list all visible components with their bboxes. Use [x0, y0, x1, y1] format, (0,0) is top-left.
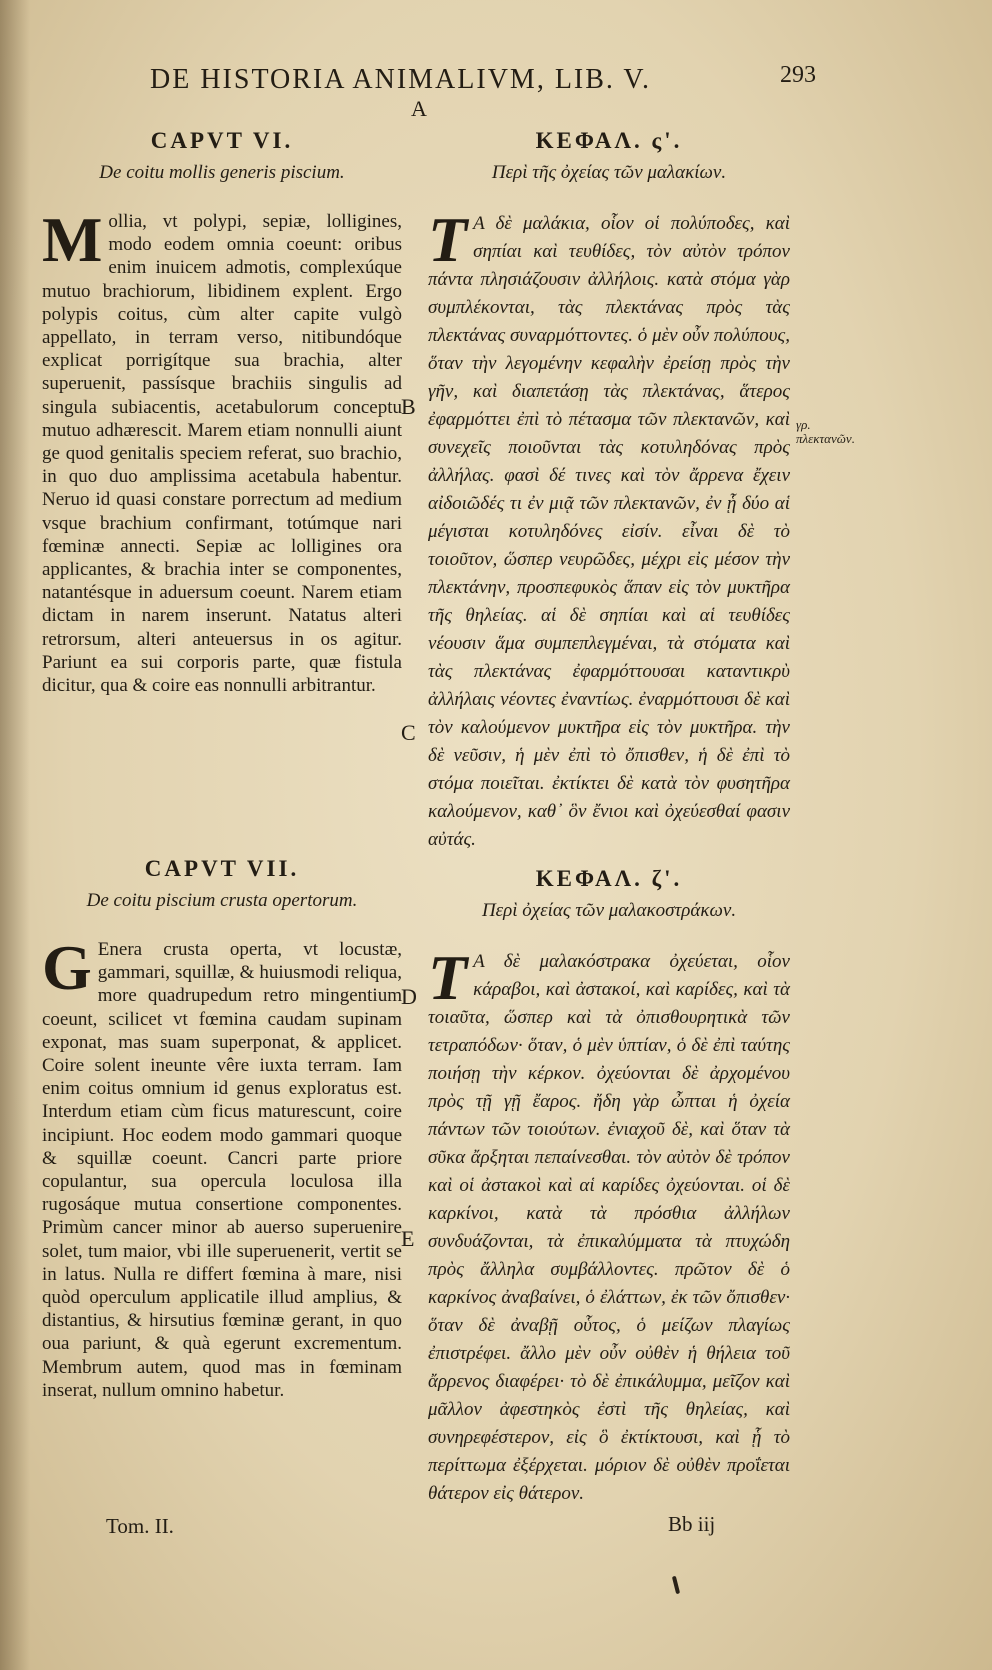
chapter-subtitle: Περὶ ὀχείας τῶν μαλακοστράκων. — [481, 900, 737, 921]
margin-marker-a: A — [411, 96, 427, 121]
latin-chapter-6 — [42, 128, 402, 697]
drop-cap: M — [42, 204, 103, 275]
margin-marker-e: E — [401, 1226, 415, 1251]
drop-cap: Τ — [428, 942, 468, 1013]
chapter-heading: ΚΕΦΑΛ. ς'. — [535, 128, 683, 153]
running-header: DE HISTORIA ANIMALIVM, LIB. V. — [150, 64, 652, 95]
chapter-body — [42, 204, 402, 697]
body-text: Α δὲ μαλακόστρακα ὀχεύεται, οἷον κάραβοι, καὶ ἀστακοί, καὶ καρίδες, καὶ τὰ τοιαῦτα, ὥσπερ καὶ τὰ ὀπισθουρητικὰ τῶν τετραπόδων· ὅταν, ὁ μὲν ὑπτίαν, ὁ δὲ ἐπὶ ταύτης ποιήσῃ τὴν κέρκον. ὀχεύονται δὲ ἀρχομένου πρὸς τῇ γῇ ἔαρος. ἤδη γὰρ ὦπται ἡ ὀχεία πάντων τῶν τοιούτων. ἐνιαχοῦ δὲ, καὶ ὅταν τὰ σῦκα ἄρξηται πεπαίνεσθαι. τὸν αὐτὸν δὲ τρόπον καὶ οἱ ἀστακοὶ καὶ αἱ καρίδες ὀχεύονται. οἱ δὲ καρκίνοι, κατὰ τὰ πρόσθια ἀλλήλων συνδυάζονται, τὰ ἐπικαλύμματα τὰ πτυχώδη πρὸς ἄλληλα συμβάλλοντες. πρῶτον δὲ ὁ καρκίνος ἀναβαίνει, ὁ ἐλάττων, ἐκ τῶν ὄπισθεν· ὅταν δὲ ἀναβῇ οὗτος, ὁ μείζων πλαγίως ἐπιστρέφει. ἄλλο μὲν οὖν οὐθὲν ἡ θήλεια τοῦ ἄρρενος διαφέρει· τὸ δὲ ἐπικάλυμμα, μεῖζον καὶ μᾶλλον ἀφεστηκὸς ἐστὶ τῆς θηλείας, καὶ συνηρεφέστερον, εἰς ὃ ἐκτίκτουσι, καὶ ᾗ τὸ περίττωμα ἐξέρχεται. μόριον δὲ οὐθὲν προΐεται θάτερον εἰς θάτερον. — [428, 951, 790, 1504]
greek-chapter-7 — [428, 866, 790, 1508]
body-text: Enera crusta operta, vt locustæ, gammari, squillæ, & huiusmodi reliqua, more quadrupedum retro mingentium coeunt, scilicet vt fœmina caudam supinam exponat, mas suam superponat, & applicet. Coire solent ineunte vêre iuxta terram. Iam enim coitus omnium id genus exploratus est. Interdum etiam cùm ficus maturescunt, coire incipiunt. Hoc eodem modo gammari quoque & squillæ coeunt. Cancri parte priore copulantur, sua opercula loculosa illa rugosáque mutua consertione componentes. Primùm cancer minor ab auerso superuenire solet, tum maior, vbi ille superuenerit, vertit se in latus. Nulla re differt fœmina à mare, nisi quòd operculum applicatile illud amplius, & distantius, & hirsutius fœminæ gerant, in quo oua pariunt, & quà egerunt excrementum. Membrum autem, quod mas in fœminam inserat, nullum omnino habetur. — [42, 939, 402, 1401]
drop-cap: G — [42, 932, 92, 1003]
chapter-heading: CAPVT VI. — [150, 128, 294, 153]
ink-blot — [672, 1576, 680, 1594]
margin-marker-b: B — [401, 394, 416, 419]
gutter-shadow — [0, 0, 30, 1670]
body-text: ollia, vt polypi, sepiæ, lolligines, modo eodem omnia coeunt: oribus enim inuicem admotis, complexúque mutuo brachiorum, libidinem explent. Ergo polypis coitus, cùm alter capite vulgò appellato, in terram verso, nitibundóque explicat porrigítque sua brachia, alter superuenit, passísque brachiis singulis ad singula subiacentis, acetabulorum conceptu mutuo adhærescit. Marem etiam nonnulli aiunt ge quod genitalis speciem referat, suo brachio, in quo duo amplissima acetabula habentur. Neruo id quasi constare porrectum ad medium vsque brachium confirmant, totúmque nari fœminæ annecti. Sepiæ ac lolligines ora applicantes, & brachia inter se componentes, natantésque in aduersum coeunt. Narem etiam dictam in narem inserunt. Natatus alteri retrorsum, alteri anteuersus in os agitur. Pariunt ea sui corporis parte, quæ fistula dicitur, qua & coire eas nonnulli arbitrantur. — [42, 211, 402, 697]
chapter-heading: CAPVT VII. — [144, 856, 300, 881]
greek-chapter-6 — [428, 128, 790, 854]
signature-mark: Bb iij — [668, 1512, 716, 1536]
marginal-note: γρ. πλεκτανῶν. — [796, 417, 855, 446]
chapter-body — [428, 942, 790, 1508]
chapter-subtitle: De coitu mollis generis piscium. — [99, 162, 345, 183]
margin-marker-c: C — [401, 720, 416, 745]
volume-footer: Tom. II. — [106, 1514, 174, 1538]
body-text: Α δὲ μαλάκια, οἷον οἱ πολύποδες, καὶ σηπίαι καὶ τευθίδες, τὸν αὐτὸν τρόπον πάντα πλησιάζουσιν ἀλλήλοις. κατὰ στόμα γὰρ συμπλέκονται, τὰς πλεκτάνας πρὸς τὰς πλεκτάνας συναρμόττοντες. ὁ μὲν οὖν πολύπους, ὅταν τὴν λεγομένην κεφαλὴν ἐρείσῃ πρὸς τὴν γῆν, καὶ διαπετάσῃ τὰς πλεκτάνας, ἅτερος ἐφαρμόττει ἐπὶ τὸ πέτασμα τῶν πλεκτανῶν, καὶ συνεχεῖς ποιοῦνται τὰς κοτυληδόνας πρὸς ἀλλήλας. φασὶ δέ τινες καὶ τὸν ἄρρενα ἔχειν αἰδοιῶδές τι ἐν μιᾷ τῶν πλεκτανῶν, ἐν ᾗ δύο αἱ μέγισται κοτυληδόνες εἰσίν. εἶναι δὲ τὸ τοιοῦτον, ὥσπερ νευρῶδες, μέχρι εἰς μέσον τὴν πλεκτάνην, προσπεφυκὸς ἅπαν εἰς τὸν μυκτῆρα τῆς θηλείας. αἱ δὲ σηπίαι καὶ αἱ τευθίδες νέουσιν ἅμα συμπεπλεγμέναι, τὰ στόματα καὶ τὰς πλεκτάνας ἐφαρμόττουσαι καταντικρὺ ἀλλήλαις νέοντες ἐναντίως. ἐναρμόττουσι δὲ καὶ τὸν καλούμενον μυκτῆρα εἰς τὸν μυκτῆρα. τὴν δὲ νεῦσιν, ἡ μὲν ἐπὶ τὸ ὄπισθεν, ἡ δὲ ἐπὶ τὸ στόμα ποιεῖται. ἐκτίκτει δὲ κατὰ τὸν φυσητῆρα καλούμενον, καθ᾽ ὃν ἔνιοι καὶ ὀχεύεσθαί φασιν αὐτάς. — [428, 213, 790, 850]
chapter-body — [428, 204, 790, 854]
chapter-subtitle: Περὶ τῆς ὀχείας τῶν μαλακίων. — [491, 162, 727, 183]
margin-marker-d: D — [401, 984, 417, 1009]
page-number: 293 — [780, 62, 816, 88]
chapter-heading: ΚΕΦΑΛ. ζ'. — [535, 866, 683, 891]
latin-chapter-7 — [42, 856, 402, 1402]
chapter-body — [42, 932, 402, 1402]
chapter-subtitle: De coitu piscium crusta opertorum. — [86, 890, 358, 911]
drop-cap: Τ — [428, 204, 468, 275]
